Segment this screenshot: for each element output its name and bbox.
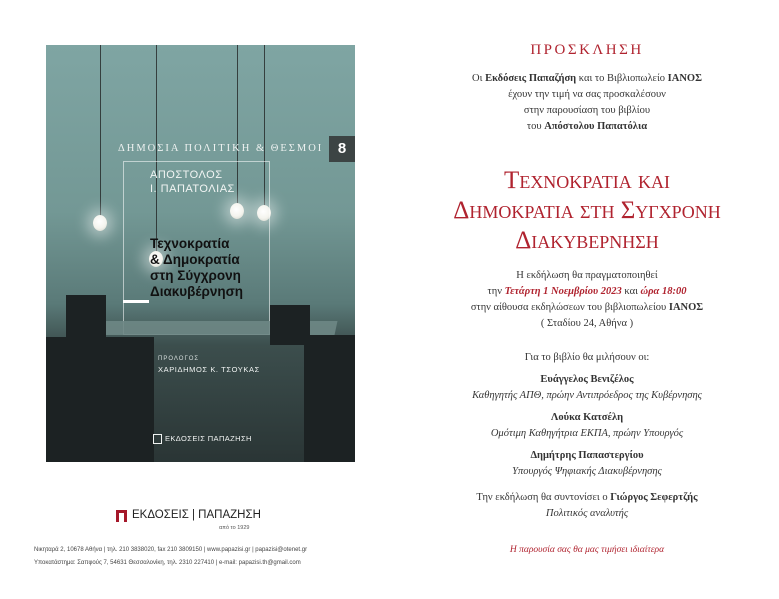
preface-label: ΠΡΟΛΟΓΟΣ [158, 356, 200, 362]
address-line: Υποκατάστημα: Σαπφούς 7, 54631 Θεσσαλονίκη, τηλ. 2310 227410 | e-mail: papazisi.th@gmail.com [34, 560, 301, 566]
event-text: στην αίθουσα εκδηλώσεων του βιβλιοπωλείου [470, 302, 669, 313]
moderator-role: Πολιτικός αναλυτής [545, 508, 629, 519]
chair [66, 295, 106, 343]
light-bulb [93, 215, 107, 231]
speaker-role: Καθηγητής ΑΠΘ, πρώην Αντιπρόεδρος της Κυβέρνησης [472, 390, 702, 401]
speaker-role: Ομότιμη Καθηγήτρια ΕΚΠΑ, πρώην Υπουργός [490, 428, 684, 439]
cover-publisher: ΕΚΔΟΣΕΙΣ ΠΑΠΑΖΗΣΗ [165, 434, 252, 443]
intro-text: Οι [472, 73, 486, 84]
speakers-section [402, 350, 772, 480]
speakers-intro: Για το βιβλίο θα μιλήσουν οι: [524, 352, 650, 363]
cover-title [150, 236, 243, 300]
moderator-line [402, 490, 772, 506]
event-date-line [402, 284, 772, 300]
venue-name: ΙΑΝΟΣ [668, 302, 704, 313]
speaker-role: Υπουργός Ψηφιακής Διακυβέρνησης [512, 466, 662, 477]
bookstore-name: ΙΑΝΟΣ [667, 73, 702, 84]
intro-block [402, 71, 772, 135]
book-cover [46, 45, 355, 462]
publisher-logo-text: ΕΚΔΟΣΕΙΣ | ΠΑΠΑΖΗΣΗ [132, 509, 261, 521]
author-name: Απόστολου Παπατόλια [544, 121, 648, 132]
event-text: την [487, 286, 505, 297]
cover-title-line: στη Σύγχρονη [150, 268, 241, 283]
cover-title-line: Διακυβέρνηση [150, 284, 244, 299]
event-details [402, 268, 772, 332]
author-second-line: Ι. ΠΑΠΑΤΟΛΙΑΣ [150, 183, 235, 195]
event-address: ( Σταδίου 24, Αθήνα ) [540, 318, 634, 329]
moderator-text: Την εκδήλωση θα συντονίσει ο [476, 492, 611, 503]
book-title-line: Δημοκρατια στη Συγχρονη [453, 197, 721, 224]
publisher-logo-icon [116, 510, 127, 522]
intro-text: του [526, 121, 545, 132]
cover-author [150, 168, 235, 196]
book-title [402, 166, 772, 256]
preface-author: ΧΑΡΙΔΗΜΟΣ Κ. ΤΣΟΥΚΑΣ [158, 365, 260, 374]
publisher-since: από το 1929 [219, 525, 250, 531]
intro-line [402, 71, 772, 87]
intro-text: και το Βιβλιοπωλείο [576, 73, 668, 84]
book-title-line: Διακυβερνηση [515, 227, 659, 254]
book-title-line: Τεχνοκρατια και [504, 167, 670, 194]
series-band [46, 137, 355, 163]
chair [46, 337, 154, 462]
closing-line: Η παρουσία σας θα μας τιμήσει ιδιαίτερα [509, 545, 665, 555]
intro-line [402, 119, 772, 135]
moderator-section [402, 490, 772, 522]
speaker-name: Δημήτρης Παπαστεργίου [530, 450, 644, 461]
publisher-mark-icon [153, 434, 162, 444]
event-time: ώρα 18:00 [640, 286, 687, 297]
intro-line: έχουν την τιμή να σας προσκαλέσουν [508, 89, 666, 100]
publisher-name: Εκδόσεις Παπαζήση [485, 73, 577, 84]
invitation-heading: ΠΡΟΣΚΛΗΣΗ [530, 42, 644, 58]
cover-title-line: Τεχνοκρατία [150, 236, 230, 251]
white-accent-bar [123, 300, 149, 303]
event-text: και [621, 286, 641, 297]
moderator-name: Γιώργος Σεφερτζής [610, 492, 698, 503]
chair [304, 335, 355, 462]
event-line: Η εκδήλωση θα πραγματοποιηθεί [516, 270, 658, 281]
author-first-line: ΑΠΟΣΤΟΛΟΣ [150, 169, 223, 181]
speaker-name: Λούκα Κατσέλη [550, 412, 624, 423]
speaker-name: Ευάγγελος Βενιζέλος [540, 374, 634, 385]
event-date: Τετάρτη 1 Νοεμβρίου 2023 [504, 286, 622, 297]
event-venue-line [402, 300, 772, 316]
address-line: Νικηταρά 2, 10678 Αθήνα | τηλ. 210 3838020, fax 210 3809150 | www.papazisi.gr | papazisi@otenet.gr [34, 547, 308, 553]
intro-line: στην παρουσίαση του βιβλίου [523, 105, 651, 116]
series-number: 8 [329, 136, 355, 162]
lamp-wire [100, 45, 101, 219]
series-name: ΔΗΜΟΣΙΑ ΠΟΛΙΤΙΚΗ & ΘΕΣΜΟΙ [118, 143, 324, 154]
cover-title-line: & Δημοκρατία [150, 252, 240, 267]
